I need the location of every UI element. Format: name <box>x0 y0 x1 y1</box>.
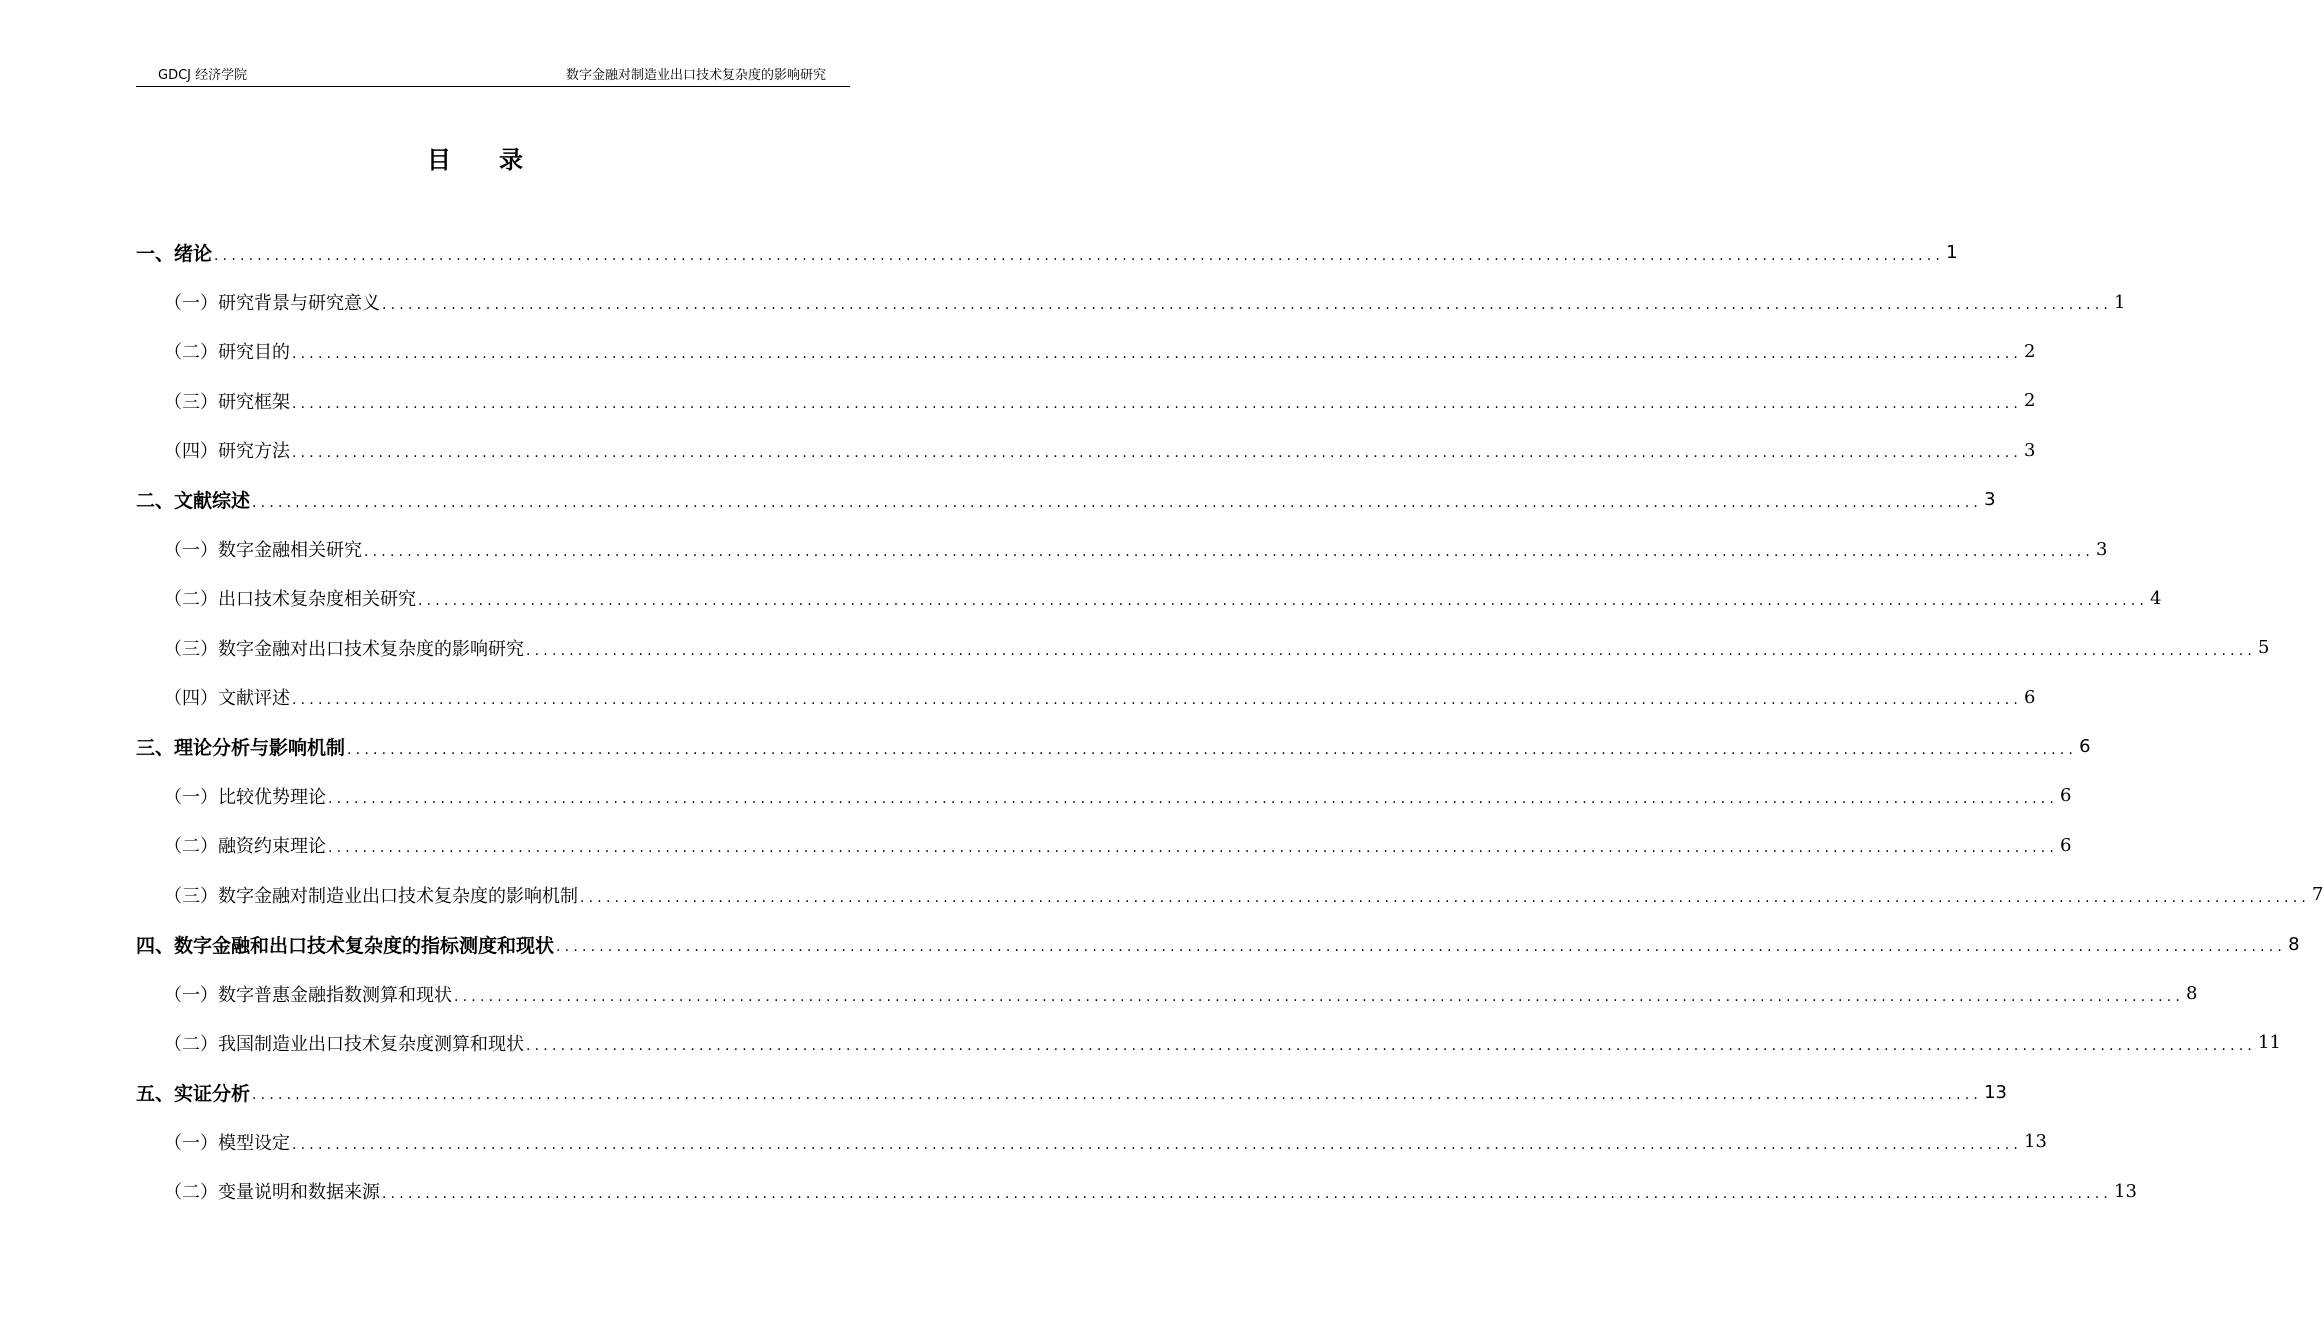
toc-dot-leader: ........................................................................................................................................................................................................ <box>382 1186 2113 1203</box>
toc-entry-label: （一）数字金融相关研究 <box>164 540 362 562</box>
toc-title-char-1: 目 <box>427 146 451 174</box>
toc-section-entry[interactable] <box>136 574 2162 623</box>
toc-page-number: 11 <box>2258 1032 2281 1054</box>
toc-page-number: 5 <box>2258 637 2270 659</box>
page-header <box>136 64 850 87</box>
toc-dot-leader: ........................................................................................................................................................................................................ <box>252 494 1983 511</box>
toc-page-number: 2 <box>2024 340 2036 362</box>
toc-section-entry[interactable] <box>136 673 2036 722</box>
toc-dot-leader: ........................................................................................................................................................................................................ <box>292 1136 2023 1153</box>
toc-page-number: 6 <box>2024 686 2036 708</box>
toc-entry-label: （四）研究方法 <box>164 441 290 463</box>
toc-section-entry[interactable] <box>136 623 2270 672</box>
toc-dot-leader: ........................................................................................................................................................................................................ <box>347 741 2078 758</box>
toc-dot-leader: ........................................................................................................................................................................................................ <box>292 692 2023 709</box>
toc-page-number: 3 <box>2024 439 2036 461</box>
toc-dot-leader: ........................................................................................................................................................................................................ <box>526 1037 2257 1054</box>
toc-chapter-entry[interactable] <box>136 722 2091 771</box>
header-school: GDCJ 经济学院 <box>158 68 248 83</box>
toc-chapter-entry[interactable] <box>136 228 1958 277</box>
toc-dot-leader: ........................................................................................................................................................................................................ <box>328 790 2059 807</box>
toc-entry-label: （二）出口技术复杂度相关研究 <box>164 589 416 611</box>
toc-page-number: 13 <box>1984 1081 2007 1103</box>
table-of-contents <box>136 228 2324 1216</box>
toc-entry-label: （一）数字普惠金融指数测算和现状 <box>164 984 452 1006</box>
toc-entry-label: 五、实证分析 <box>136 1082 251 1105</box>
toc-section-entry[interactable] <box>136 327 2036 376</box>
toc-page-number: 3 <box>1984 489 1996 511</box>
toc-entry-label: （一）研究背景与研究意义 <box>164 293 380 315</box>
toc-entry-label: （三）数字金融对出口技术复杂度的影响研究 <box>164 638 524 660</box>
toc-section-entry[interactable] <box>136 1018 2281 1067</box>
toc-title-char-2: 录 <box>499 146 523 174</box>
toc-entry-label: （二）我国制造业出口技术复杂度测算和现状 <box>164 1033 524 1055</box>
toc-dot-leader: ........................................................................................................................................................................................................ <box>252 1087 1983 1104</box>
toc-page-number: 3 <box>2096 538 2108 560</box>
toc-entry-label: （四）文献评述 <box>164 688 290 710</box>
toc-dot-leader: ........................................................................................................................................................................................................ <box>364 544 2095 561</box>
toc-title <box>0 140 950 175</box>
toc-dot-leader: ........................................................................................................................................................................................................ <box>292 445 2023 462</box>
toc-page-number: 13 <box>2114 1180 2137 1202</box>
toc-dot-leader: ........................................................................................................................................................................................................ <box>328 840 2059 857</box>
toc-dot-leader: ........................................................................................................................................................................................................ <box>382 297 2113 314</box>
toc-chapter-entry[interactable] <box>136 919 2300 968</box>
toc-page-number: 7 <box>2312 884 2324 906</box>
toc-section-entry[interactable] <box>136 821 2072 870</box>
toc-dot-leader: ........................................................................................................................................................................................................ <box>292 395 2023 412</box>
toc-dot-leader: ........................................................................................................................................................................................................ <box>454 988 2185 1005</box>
toc-dot-leader: ........................................................................................................................................................................................................ <box>292 346 2023 363</box>
toc-dot-leader: ........................................................................................................................................................................................................ <box>526 642 2257 659</box>
toc-section-entry[interactable] <box>136 277 2126 326</box>
toc-entry-label: 一、绪论 <box>136 243 213 266</box>
toc-page-number: 1 <box>1946 242 1958 264</box>
toc-chapter-entry[interactable] <box>136 1068 2007 1117</box>
toc-section-entry[interactable] <box>136 524 2108 573</box>
header-paper-title: 数字金融对制造业出口技术复杂度的影响研究 <box>565 68 826 83</box>
toc-entry-label: （一）比较优势理论 <box>164 786 326 808</box>
toc-section-entry[interactable] <box>136 1166 2137 1215</box>
toc-dot-leader: ........................................................................................................................................................................................................ <box>580 889 2311 906</box>
toc-entry-label: （二）融资约束理论 <box>164 836 326 858</box>
toc-entry-label: 三、理论分析与影响机制 <box>136 737 346 760</box>
toc-page-number: 1 <box>2114 291 2126 313</box>
toc-entry-label: （三）研究框架 <box>164 391 290 413</box>
toc-page-number: 6 <box>2060 834 2072 856</box>
toc-entry-label: （二）研究目的 <box>164 342 290 364</box>
toc-dot-leader: ........................................................................................................................................................................................................ <box>214 247 1945 264</box>
toc-page-number: 8 <box>2288 933 2300 955</box>
toc-page-number: 6 <box>2079 736 2091 758</box>
toc-entry-label: （一）模型设定 <box>164 1132 290 1154</box>
toc-entry-label: 四、数字金融和出口技术复杂度的指标测度和现状 <box>136 934 555 957</box>
toc-page-number: 8 <box>2186 983 2198 1005</box>
toc-page-number: 6 <box>2060 785 2072 807</box>
toc-section-entry[interactable] <box>136 870 2324 919</box>
toc-page-number: 4 <box>2150 587 2162 609</box>
toc-dot-leader: ........................................................................................................................................................................................................ <box>418 593 2149 610</box>
toc-page-number: 13 <box>2024 1131 2047 1153</box>
toc-dot-leader: ........................................................................................................................................................................................................ <box>556 939 2287 956</box>
toc-section-entry[interactable] <box>136 426 2036 475</box>
toc-section-entry[interactable] <box>136 969 2198 1018</box>
toc-section-entry[interactable] <box>136 771 2072 820</box>
toc-entry-label: （三）数字金融对制造业出口技术复杂度的影响机制 <box>164 885 578 907</box>
toc-entry-label: 二、文献综述 <box>136 490 251 513</box>
toc-entry-label: （二）变量说明和数据来源 <box>164 1182 380 1204</box>
toc-chapter-entry[interactable] <box>136 475 1996 524</box>
toc-page-number: 2 <box>2024 390 2036 412</box>
toc-section-entry[interactable] <box>136 376 2036 425</box>
toc-section-entry[interactable] <box>136 1117 2047 1166</box>
